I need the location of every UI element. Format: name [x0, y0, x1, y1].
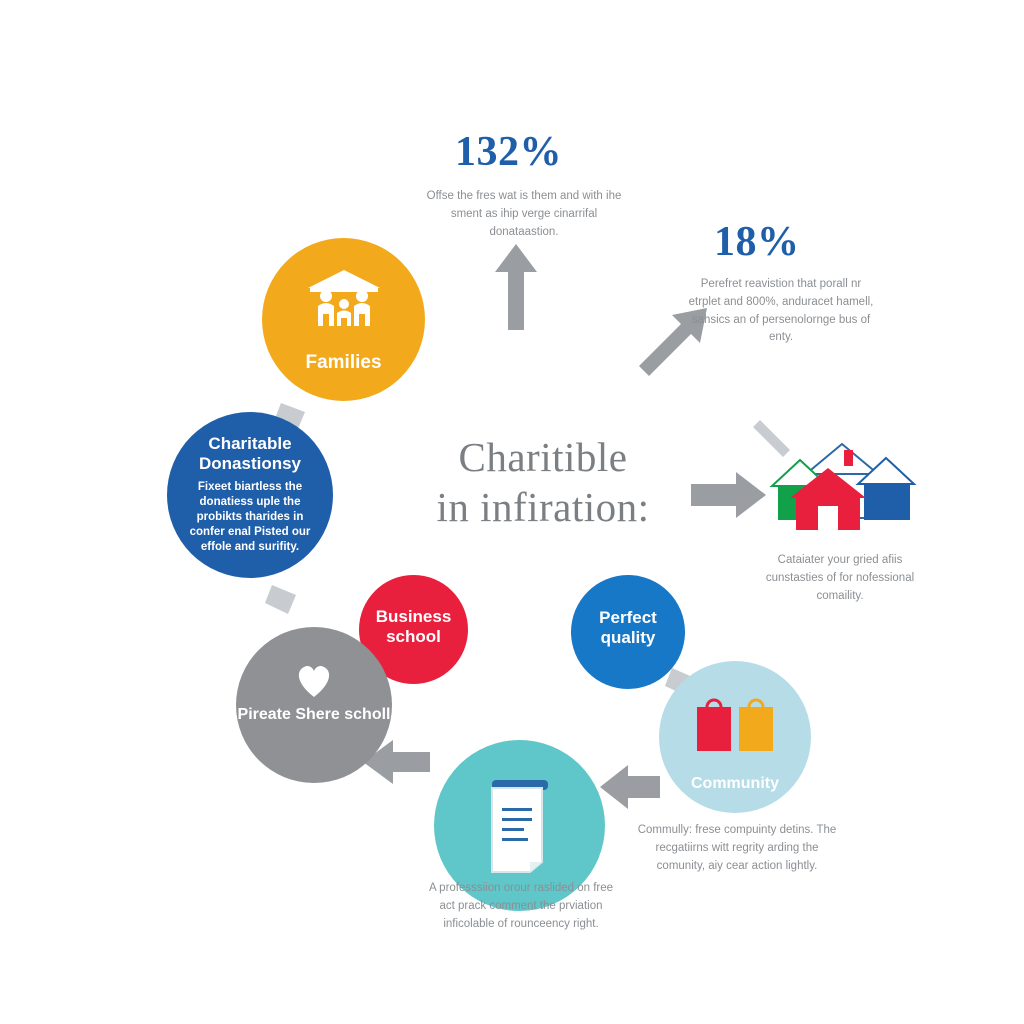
node-community[interactable] — [659, 661, 811, 813]
document-icon — [480, 778, 562, 874]
node-business-school-label: Business school — [375, 607, 452, 646]
arrow-up-families — [495, 244, 537, 330]
node-families[interactable] — [262, 238, 425, 401]
stat-body-18: Perefret reavistion that porall nr etrplet and 800%, anduracet hamell, sahsics an of persenolornge bus of enty. — [688, 278, 874, 344]
node-donations-body: Fixeet biartless the donatiess uple the probikts tharides in confer enal Pisted our effole and surifity. — [189, 481, 311, 553]
connector-donations-private — [265, 585, 296, 614]
arrow-left-document — [600, 765, 660, 809]
node-donations-text — [181, 434, 319, 555]
node-donations-title: Charitable Donastionsy — [198, 434, 302, 474]
caption-community: Commully: frese compuinty detins. The recgatiirns witt regrity arding the comunity, aiy cear action lightly. — [637, 824, 837, 872]
caption-house: Cataiater your gried afiis cunstasties of for nofessional comaility. — [765, 554, 915, 602]
node-perfect-quality[interactable] — [571, 575, 685, 689]
houses-icon-wrap — [766, 428, 918, 543]
node-community-label: Community — [691, 774, 779, 792]
node-private-share-school[interactable] — [236, 627, 392, 783]
center-title — [398, 432, 688, 532]
family-group-icon — [296, 268, 392, 330]
node-families-label: Families — [305, 352, 382, 374]
center-title-line2: in infiration: — [436, 484, 650, 531]
caption-document: A professsiion orour raslided on free act prack comment the prviation inficolable of rounceency right. — [428, 882, 614, 930]
shopping-bags-icon — [689, 695, 781, 753]
center-title-line1: Charitible — [458, 434, 628, 480]
node-private-share-school-label: Pireate Shere scholl — [237, 706, 391, 723]
heart-icon — [294, 661, 334, 699]
stat-body-132: Offse the fres wat is them and with ihe sment as ihip verge cinarrifal donataastion. — [426, 190, 622, 238]
stat-value-132: 132% — [455, 129, 562, 175]
node-perfect-quality-label: Perfect quality — [599, 608, 657, 647]
node-charitable-donations[interactable] — [167, 412, 333, 578]
arrow-right-house — [691, 472, 766, 518]
houses-icon — [766, 428, 918, 538]
stat-value-18: 18% — [714, 219, 800, 265]
